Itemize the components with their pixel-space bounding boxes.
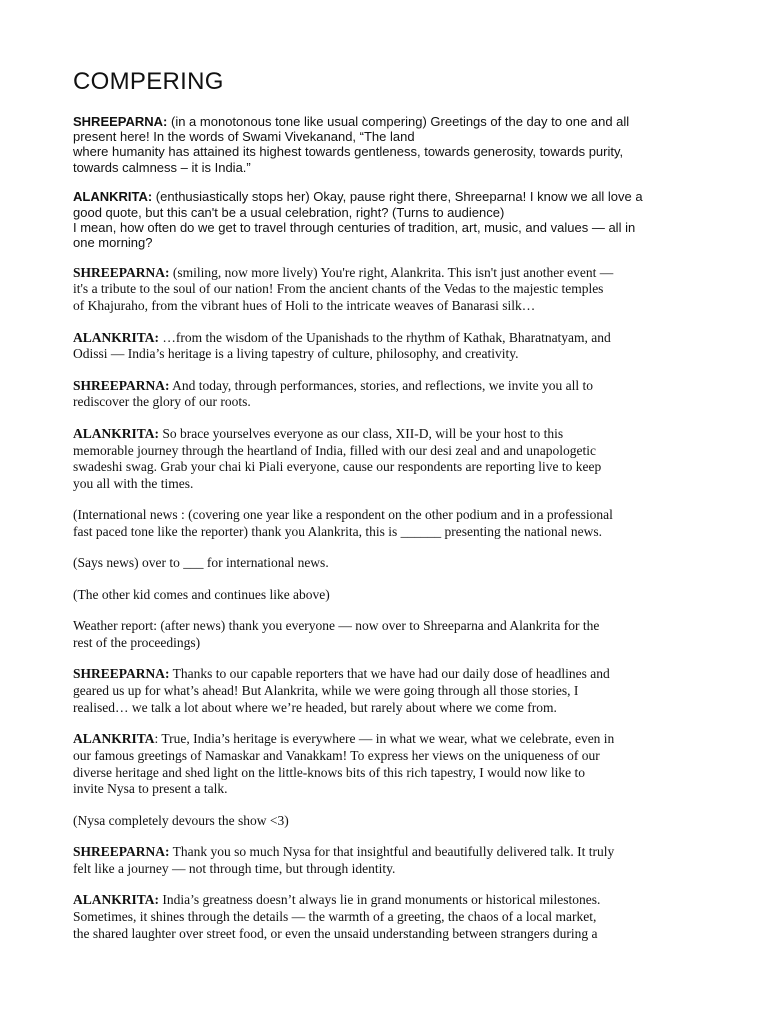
script-paragraph [73,189,695,250]
paragraph-line [73,635,695,652]
paragraph-line [73,748,695,765]
line-text: So brace yourselves everyone as our class, XII-D, will be your host to this [159,425,564,441]
paragraph-line [73,189,695,204]
line-text: (enthusiastically stops her) Okay, pause right there, Shreeparna! I know we all love a [152,189,643,205]
line-text: felt like a journey — not through time, but through identity. [73,860,396,876]
line-text: one morning? [73,234,153,250]
paragraph-line [73,892,695,909]
script-body [73,114,695,943]
paragraph-line [73,265,695,282]
paragraph-line [73,330,695,347]
paragraph-line [73,205,695,220]
paragraph-line [73,666,695,683]
line-text: memorable journey through the heartland of India, filled with our desi zeal and and unapologetic [73,442,596,458]
line-text: realised… we talk a lot about where we’re headed, but rarely about where we come from. [73,699,557,715]
paragraph-line [73,587,695,604]
line-text: (Nysa completely devours the show <3) [73,812,289,828]
speaker-name: SHREEPARNA: [73,264,170,280]
line-text: Thank you so much Nysa for that insightful and beautifully delivered talk. It truly [169,844,615,860]
speaker-name: SHREEPARNA: [73,666,170,682]
script-paragraph [73,330,695,364]
script-paragraph [73,731,695,798]
paragraph-line [73,281,695,298]
paragraph-line [73,507,695,524]
line-text: (smiling, now more lively) You're right, Alankrita. This isn't just another event — [169,264,614,280]
line-text: good quote, but this can't be a usual celebration, right? (Turns to audience) [73,204,505,220]
line-text: (in a monotonous tone like usual compering) Greetings of the day to one and all [167,114,630,129]
script-paragraph [73,378,695,412]
script-paragraph [73,114,695,175]
line-text: where humanity has attained its highest towards gentleness, towards generosity, towards purity, [73,144,624,160]
line-text: swadeshi swag. Grab your chai ki Piali everyone, cause our respondents are reporting live to keep [73,459,602,475]
line-text: Odissi — India’s heritage is a living tapestry of culture, philosophy, and creativity. [73,346,519,362]
line-text: India’s greatness doesn’t always lie in grand monuments or historical milestones. [159,892,601,908]
paragraph-line [73,144,695,159]
paragraph-line [73,346,695,363]
paragraph-line [73,160,695,175]
paragraph-line [73,765,695,782]
paragraph-line [73,683,695,700]
paragraph-line [73,459,695,476]
line-text: (Says news) over to ___ for international news. [73,555,329,571]
paragraph-line [73,618,695,635]
line-text: (International news : (covering one year like a respondent on the other podium and in a professional [73,507,613,523]
script-paragraph [73,892,695,942]
script-paragraph [73,618,695,652]
paragraph-line [73,731,695,748]
line-text: Sometimes, it shines through the details — the warmth of a greeting, the chaos of a local market, [73,908,597,924]
line-text: geared us up for what’s ahead! But Alankrita, while we were going through all those stories, I [73,682,579,698]
paragraph-line [73,235,695,250]
speaker-name: SHREEPARNA: [73,844,170,860]
line-text: Weather report: (after news) thank you everyone — now over to Shreeparna and Alankrita for the [73,618,600,634]
line-text: the shared laughter over street food, or even the unsaid understanding between strangers during a [73,925,598,941]
script-paragraph [73,555,695,572]
line-text: diverse heritage and shed light on the little-knows bits of this rich tapestry, I would now like to [73,764,586,780]
line-text: towards calmness – it is India.” [73,159,251,175]
line-text: : True, India’s heritage is everywhere — in what we wear, what we celebrate, even in [154,731,615,747]
script-paragraph [73,666,695,716]
paragraph-line [73,909,695,926]
line-text: rediscover the glory of our roots. [73,394,251,410]
line-text: And today, through performances, stories, and reflections, we invite you all to [169,377,594,393]
paragraph-line [73,220,695,235]
line-text: invite Nysa to present a talk. [73,781,228,797]
line-text: you all with the times. [73,476,194,492]
speaker-name: ALANKRITA: [73,892,160,908]
paragraph-line [73,861,695,878]
paragraph-line [73,443,695,460]
line-text: of Khajuraho, from the vibrant hues of Holi to the intricate weaves of Banarasi silk… [73,298,536,314]
line-text: Thanks to our capable reporters that we have had our daily dose of headlines and [169,666,610,682]
paragraph-line [73,813,695,830]
paragraph-line [73,394,695,411]
paragraph-line [73,476,695,493]
page-title: COMPERING [73,68,224,95]
speaker-name: ALANKRITA: [73,329,160,345]
script-paragraph [73,587,695,604]
paragraph-line [73,426,695,443]
script-paragraph [73,507,695,541]
line-text: I mean, how often do we get to travel through centuries of tradition, art, music, and values — all in [73,219,636,235]
script-paragraph [73,844,695,878]
speaker-name: SHREEPARNA: [73,114,168,129]
speaker-name: ALANKRITA: [73,189,153,205]
speaker-name: ALANKRITA [73,731,155,747]
speaker-name: ALANKRITA: [73,425,160,441]
paragraph-line [73,524,695,541]
paragraph-line [73,129,695,144]
line-text: rest of the proceedings) [73,634,201,650]
script-paragraph [73,265,695,315]
line-text: …from the wisdom of the Upanishads to the rhythm of Kathak, Bharatnatyam, and [159,329,611,345]
speaker-name: SHREEPARNA: [73,377,170,393]
paragraph-line [73,298,695,315]
paragraph-line [73,700,695,717]
paragraph-line [73,844,695,861]
paragraph-line [73,555,695,572]
line-text: our famous greetings of Namaskar and Vanakkam! To express her views on the uniqueness of our [73,747,600,763]
line-text: it's a tribute to the soul of our nation! From the ancient chants of the Vedas to the majestic temples [73,281,604,297]
script-paragraph [73,813,695,830]
line-text: (The other kid comes and continues like above) [73,586,330,602]
paragraph-line [73,926,695,943]
paragraph-line [73,378,695,395]
line-text: present here! In the words of Swami Vivekanand, “The land [73,129,415,145]
document-page [73,68,695,957]
script-paragraph [73,426,695,493]
paragraph-line [73,114,695,129]
line-text: fast paced tone like the reporter) thank you Alankrita, this is ______ presenting the national news. [73,524,602,540]
paragraph-line [73,781,695,798]
